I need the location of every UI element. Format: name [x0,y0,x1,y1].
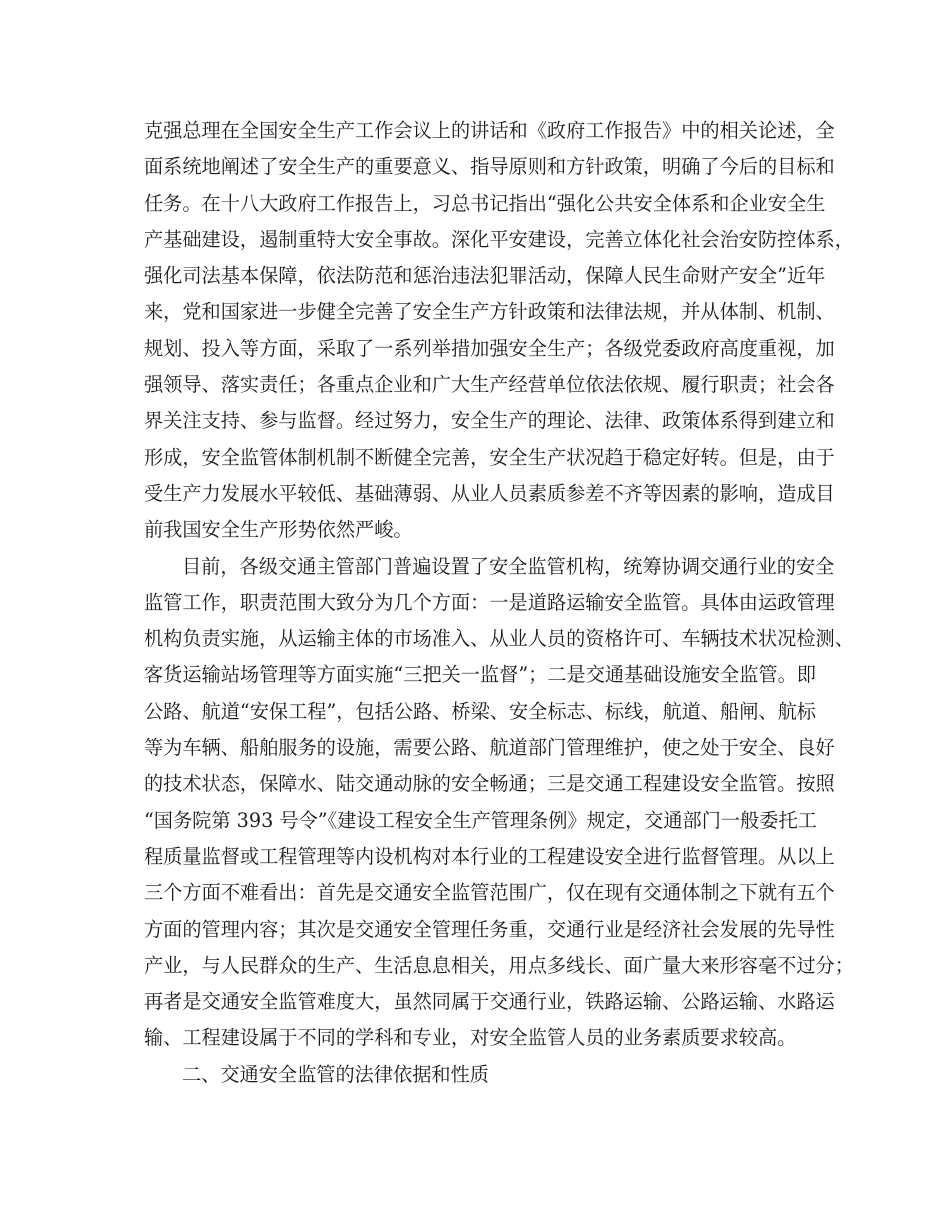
text-line: 三个方面不难看出：首先是交通安全监管范围广，仅在现有交通体制之下就有五个 [144,881,835,905]
text-line: 客货运输站场管理等方面实施“三把关一监督”；二是交通基础设施安全监管。即 [144,663,816,687]
text-line: 来，党和国家进一步健全完善了安全生产方针政策和法律法规，并从体制、机制、 [144,300,835,324]
text-line: 输、工程建设属于不同的学科和专业，对安全监管人员的业务素质要求较高。 [144,1026,797,1050]
text-line: 产业，与人民群众的生产、生活息息相关，用点多线长、面广量大来形容毫不过分； [144,953,854,977]
text-line: 产基础建设，遏制重特大安全事故。深化平安建设，完善立体化社会治安防控体系， [144,227,854,251]
text-line: 克强总理在全国安全生产工作会议上的讲话和《政府工作报告》中的相关论述，全 [144,119,835,142]
text-line: 前我国安全生产形势依然严峻。 [144,518,413,542]
text-line: 形成，安全监管体制机制不断健全完善，安全生产状况趋于稳定好转。但是，由于 [144,445,835,469]
text-line: 程质量监督或工程管理等内设机构对本行业的工程建设安全进行监督管理。从以上 [144,844,835,868]
text-line: “国务院第 393 号令”《建设工程安全生产管理条例》规定，交通部门一般委托工 [144,808,817,832]
text-line: 规划、投入等方面，采取了一系列举措加强安全生产；各级党委政府高度重视，加 [144,336,835,360]
document-body [144,113,854,1093]
paragraph-1 [144,113,854,549]
text-line: 再者是交通安全监管难度大，虽然同属于交通行业，铁路运输、公路运输、水路运 [144,990,835,1014]
text-line: 的技术状态，保障水、陆交通动脉的安全畅通；三是交通工程建设安全监管。按照 [144,772,835,796]
text-line: 监管工作，职责范围大致分为几个方面：一是道路运输安全监管。具体由运政管理 [144,590,835,614]
text-line: 强化司法基本保障，依法防范和惩治违法犯罪活动，保障人民生命财产安全”近年 [144,264,826,288]
text-line: 等为车辆、船舶服务的设施，需要公路、航道部门管理维护，使之处于安全、良好 [144,736,835,760]
section-heading: 二、交通安全监管的法律依据和性质 [182,1062,489,1086]
text-line: 公路、航道“安保工程”，包括公路、桥梁、安全标志、标线，航道、船闸、航标 [144,699,816,723]
text-line: 界关注支持、参与监督。经过努力，安全生产的理论、法律、政策体系得到建立和 [144,409,835,433]
text-line: 受生产力发展水平较低、基础薄弱、从业人员素质参差不齐等因素的影响，造成目 [144,481,835,505]
paragraph-2 [144,549,854,1057]
text-line: 任务。在十八大政府工作报告上，习总书记指出“强化公共安全体系和企业安全生 [144,191,826,215]
text-line: 目前，各级交通主管部门普遍设置了安全监管机构，统筹协调交通行业的安全 [182,554,835,578]
text-line: 方面的管理内容；其次是交通安全管理任务重，交通行业是经济社会发展的先导性 [144,917,835,941]
text-line: 强领导、落实责任；各重点企业和广大生产经营单位依法依规、履行职责；社会各 [144,373,835,397]
text-line: 面系统地阐述了安全生产的重要意义、指导原则和方针政策，明确了今后的目标和 [144,155,835,179]
text-line: 机构负责实施，从运输主体的市场准入、从业人员的资格许可、车辆技术状况检测、 [144,627,854,651]
